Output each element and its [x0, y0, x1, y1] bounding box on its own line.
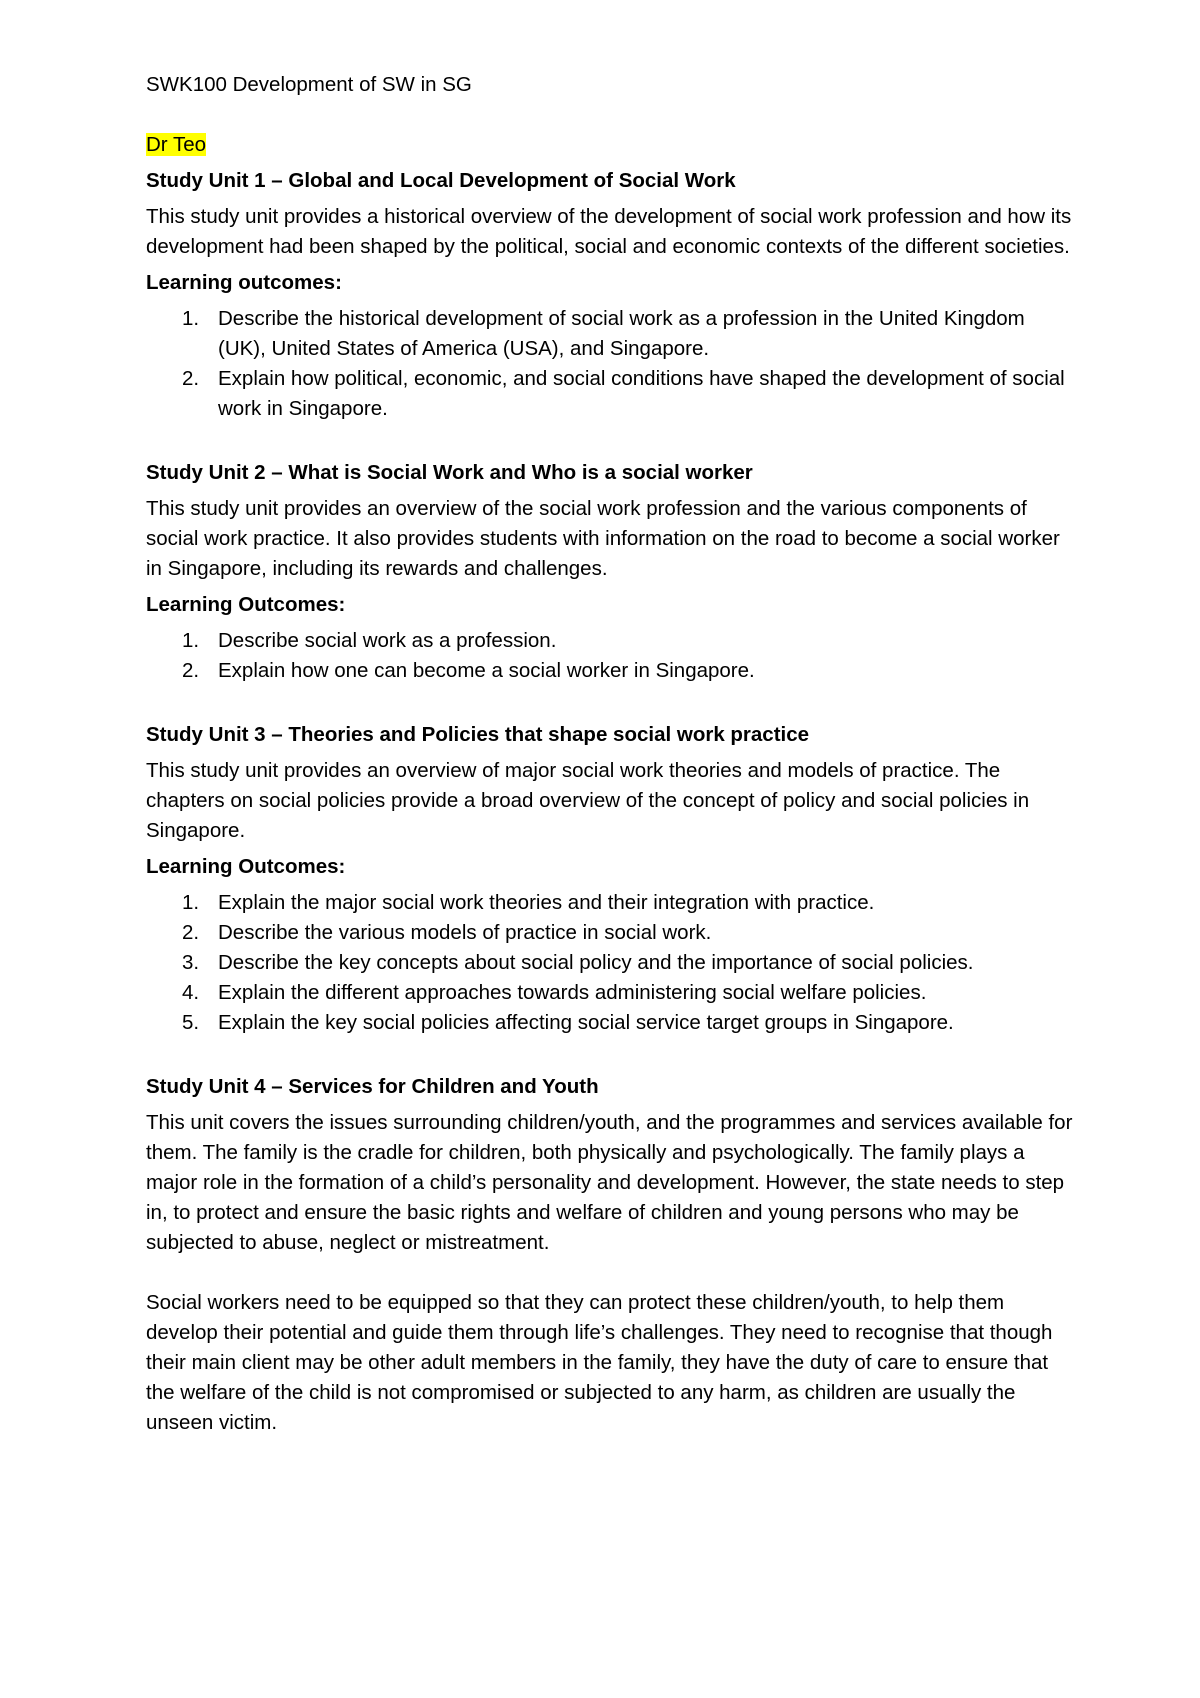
unit-title: Study Unit 1 – Global and Local Development of Social Work — [146, 169, 736, 192]
learning-outcomes-label: Learning Outcomes: — [146, 855, 346, 878]
learning-outcome — [146, 364, 1076, 424]
unit-description: This unit covers the issues surrounding children/youth, and the programmes and services available for them. The family is the cradle for children, both physically and psychologically. The family plays a major role in the formation of a child’s personality and development. However, the state needs to step in, to protect and ensure the basic rights and welfare of children and young persons who may be subjected to abuse, neglect or mistreatment. — [146, 1111, 1073, 1254]
learning-outcome — [146, 978, 1076, 1008]
study-unit-2 — [146, 458, 1076, 686]
unit-description: This study unit provides a historical overview of the development of social work profession and how its development had been shaped by the political, social and economic contexts of the different societies. — [146, 205, 1072, 258]
unit-title: Study Unit 2 – What is Social Work and Who is a social worker — [146, 461, 753, 484]
outcome-number: 4. — [182, 981, 200, 1004]
outcome-number: 5. — [182, 1011, 200, 1034]
outcome-text: Describe social work as a profession. — [218, 629, 557, 652]
outcome-number: 3. — [182, 951, 200, 974]
outcome-number: 1. — [182, 307, 200, 330]
outcome-number: 2. — [182, 921, 200, 944]
outcome-text: Describe the key concepts about social policy and the importance of social policies. — [218, 951, 974, 974]
outcome-number: 2. — [182, 367, 200, 390]
unit-description: This study unit provides an overview of major social work theories and models of practice. The chapters on social policies provide a broad overview of the concept of policy and social policies in Singapore. — [146, 759, 1030, 842]
outcome-text: Explain how one can become a social worker in Singapore. — [218, 659, 755, 682]
outcome-text: Explain the major social work theories and their integration with practice. — [218, 891, 875, 914]
outcome-text: Explain the different approaches towards administering social welfare policies. — [218, 981, 927, 1004]
course-title: SWK100 Development of SW in SG — [146, 73, 472, 96]
unit-title: Study Unit 3 – Theories and Policies that shape social work practice — [146, 723, 810, 746]
unit-description: This study unit provides an overview of the social work profession and the various components of social work practice. It also provides students with information on the road to become a social worker in Singapore, including its rewards and challenges. — [146, 497, 1060, 580]
learning-outcome — [146, 888, 1076, 918]
study-unit-4 — [146, 1072, 1076, 1438]
learning-outcome — [146, 626, 1076, 656]
learning-outcomes-list — [146, 304, 1076, 424]
outcome-text: Explain the key social policies affecting social service target groups in Singapore. — [218, 1011, 954, 1034]
outcome-number: 1. — [182, 891, 200, 914]
learning-outcomes-list — [146, 888, 1076, 1038]
outcome-number: 1. — [182, 629, 200, 652]
learning-outcome — [146, 918, 1076, 948]
document-body — [146, 70, 1076, 1472]
learning-outcome — [146, 304, 1076, 364]
learning-outcomes-list — [146, 626, 1076, 686]
learning-outcome — [146, 1008, 1076, 1038]
outcome-text: Explain how political, economic, and social conditions have shaped the development of social work in Singapore. — [218, 367, 1065, 420]
unit-description-continued: Social workers need to be equipped so that they can protect these children/youth, to help them develop their potential and guide them through life’s challenges. They need to recognise that though their main client may be other adult members in the family, they have the duty of care to ensure that the welfare of the child is not compromised or subjected to any harm, as children are usually the unseen victim. — [146, 1291, 1053, 1434]
outcome-text: Describe the historical development of social work as a profession in the United Kingdom (UK), United States of America (USA), and Singapore. — [218, 307, 1025, 360]
learning-outcome — [146, 948, 1076, 978]
outcome-number: 2. — [182, 659, 200, 682]
learning-outcomes-label: Learning Outcomes: — [146, 593, 346, 616]
learning-outcome — [146, 656, 1076, 686]
outcome-text: Describe the various models of practice in social work. — [218, 921, 712, 944]
study-unit-3 — [146, 720, 1076, 1038]
lecturer-highlight: Dr Teo — [146, 133, 207, 156]
lecturer-name — [146, 130, 1076, 160]
learning-outcomes-label: Learning outcomes: — [146, 271, 342, 294]
study-unit-1 — [146, 166, 1076, 424]
unit-title: Study Unit 4 – Services for Children and Youth — [146, 1075, 599, 1098]
